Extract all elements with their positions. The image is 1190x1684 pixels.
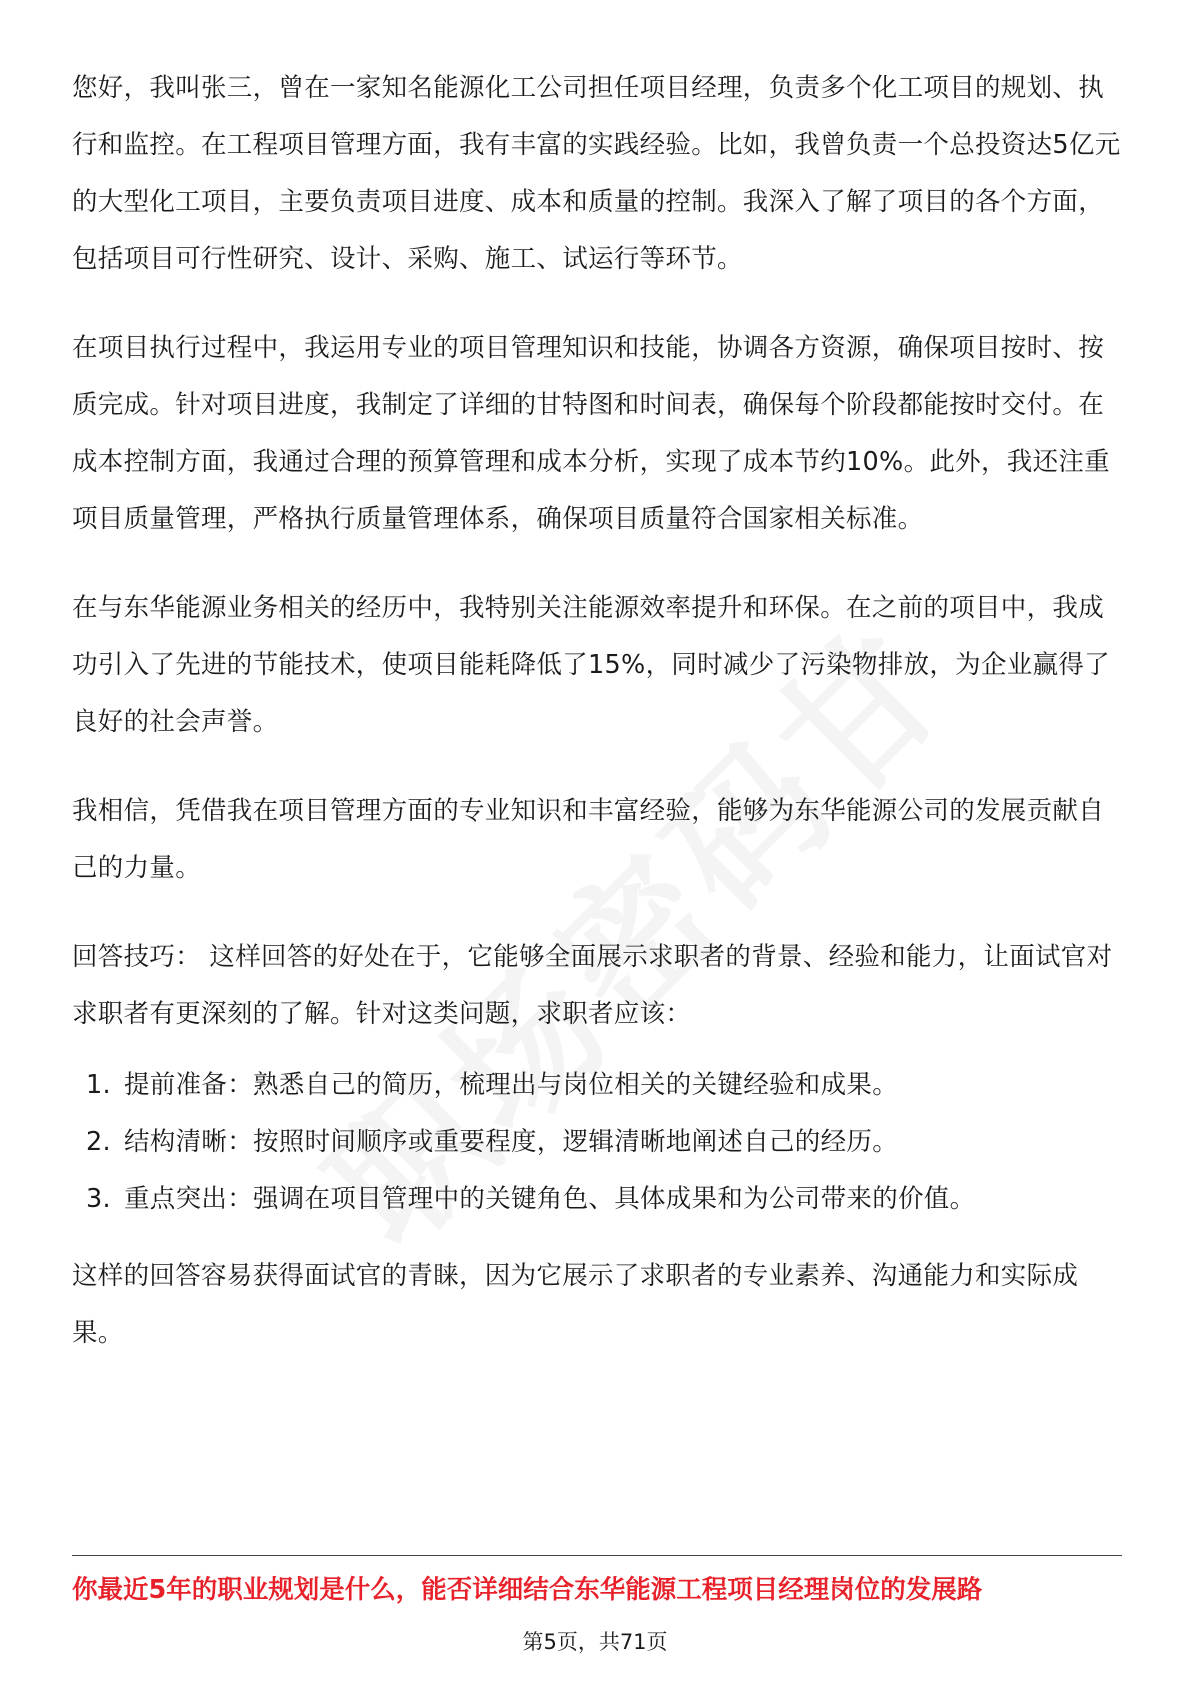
list-item-number: 1. [86, 1070, 111, 1100]
list-item-text: 提前准备：熟悉自己的简历，梳理出与岗位相关的关键经验和成果。 [124, 1070, 899, 1100]
paragraph-energy-experience: 在与东华能源业务相关的经历中，我特别关注能源效率提升和环保。在之前的项目中，我成功引入了先进的节能技术，使项目能耗降低了15%，同时减少了污染物排放，为企业赢得了良好的社会声誉。 [72, 593, 1110, 737]
list-item [72, 1057, 1122, 1114]
paragraph-closing: 这样的回答容易获得面试官的青睐，因为它展示了求职者的专业素养、沟通能力和实际成果。 [72, 1261, 1079, 1348]
next-question-heading: 你最近5年的职业规划是什么，能否详细结合东华能源工程项目经理岗位的发展路 [72, 1575, 983, 1605]
paragraph-answer-tips: 回答技巧： 这样回答的好处在于，它能够全面展示求职者的背景、经验和能力，让面试官对求职者有更深刻的了解。针对这类问题，求职者应该： [72, 942, 1113, 1029]
list-item-text: 重点突出：强调在项目管理中的关键角色、具体成果和为公司带来的价值。 [124, 1184, 976, 1214]
list-item [72, 1171, 1122, 1228]
tips-list [72, 1057, 1122, 1228]
paragraph-intro: 您好，我叫张三，曾在一家知名能源化工公司担任项目经理，负责多个化工项目的规划、执行和监控。在工程项目管理方面，我有丰富的实践经验。比如，我曾负责一个总投资达5亿元的大型化工项目，主要负责项目进度、成本和质量的控制。我深入了解了项目的各个方面，包括项目可行性研究、设计、采购、施工、试运行等环节。 [72, 73, 1121, 274]
list-item [72, 1114, 1122, 1171]
paragraph-conclusion: 我相信，凭借我在项目管理方面的专业知识和丰富经验，能够为东华能源公司的发展贡献自己的力量。 [72, 796, 1105, 883]
list-item-number: 3. [86, 1184, 111, 1214]
page-number: 第5页，共71页 [522, 1630, 668, 1654]
answer-content [72, 60, 1122, 1394]
list-item-text: 结构清晰：按照时间顺序或重要程度，逻辑清晰地阐述自己的经历。 [124, 1127, 899, 1157]
section-divider [72, 1555, 1122, 1556]
list-item-number: 2. [86, 1127, 111, 1157]
paragraph-execution: 在项目执行过程中，我运用专业的项目管理知识和技能，协调各方资源，确保项目按时、按质完成。针对项目进度，我制定了详细的甘特图和时间表，确保每个阶段都能按时交付。在成本控制方面，我通过合理的预算管理和成本分析，实现了成本节约10%。此外，我还注重项目质量管理，严格执行质量管理体系，确保项目质量符合国家相关标准。 [72, 333, 1110, 534]
